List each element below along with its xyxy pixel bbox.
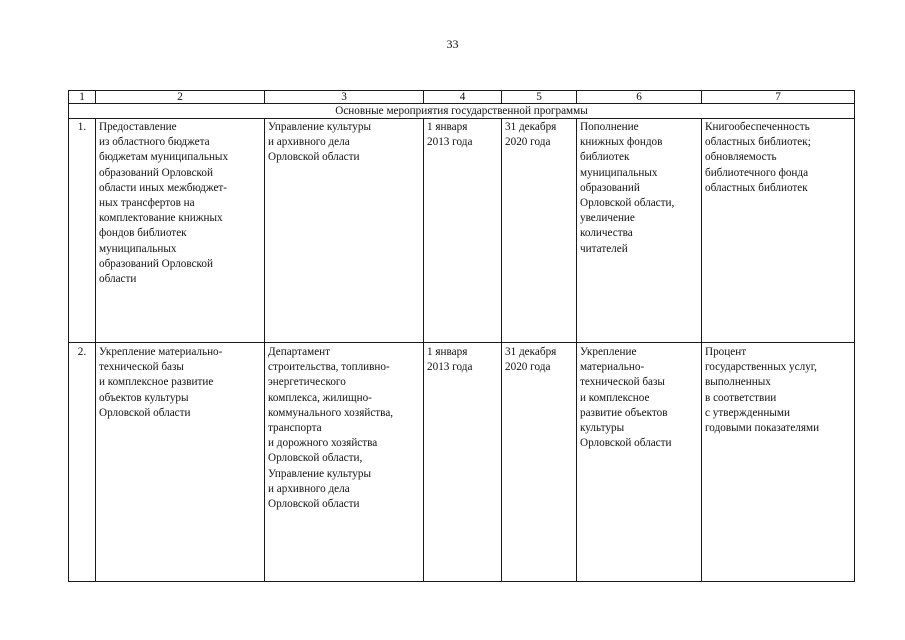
- section-row: [69, 104, 855, 119]
- column-number-row: [69, 91, 855, 104]
- start-date-cell: 1 января 2013 года: [424, 119, 502, 343]
- column-number-header: 7: [702, 91, 855, 104]
- executor-cell: Управление культуры и архивного дела Орловской области: [265, 119, 424, 343]
- executor-cell: Департамент строительства, топливно- энергетического комплекса, жилищно- коммунального хозяйства, транспорта и дорожного хозяйства Орловской области, Управление культуры и архивного дела Орловской области: [265, 343, 424, 582]
- row-number: 1.: [69, 119, 96, 343]
- column-number-header: 3: [265, 91, 424, 104]
- end-date-cell: 31 декабря 2020 года: [502, 343, 577, 582]
- column-number-header: 5: [502, 91, 577, 104]
- column-number-header: 6: [577, 91, 702, 104]
- activity-cell: Предоставление из областного бюджета бюджетам муниципальных образований Орловской области иных межбюджет- ных трансфертов на комплектование книжных фондов библиотек муниципальных образований Орловской области: [96, 119, 265, 343]
- row-number: 2.: [69, 343, 96, 582]
- column-number-header: 4: [424, 91, 502, 104]
- result-cell: Укрепление материально- технической базы и комплексное развитие объектов культуры Орловской области: [577, 343, 702, 582]
- column-number-header: 1: [69, 91, 96, 104]
- indicator-cell: Книгообеспеченность областных библиотек; обновляемость библиотечного фонда областных библиотек: [702, 119, 855, 343]
- result-cell: Пополнение книжных фондов библиотек муниципальных образований Орловской области, увеличение количества читателей: [577, 119, 702, 343]
- program-activities-table: [68, 90, 855, 582]
- table-row: [69, 119, 855, 343]
- section-title: Основные мероприятия государственной программы: [69, 104, 855, 119]
- end-date-cell: 31 декабря 2020 года: [502, 119, 577, 343]
- start-date-cell: 1 января 2013 года: [424, 343, 502, 582]
- page-number: 33: [446, 37, 459, 51]
- column-number-header: 2: [96, 91, 265, 104]
- table-row: [69, 343, 855, 582]
- indicator-cell: Процент государственных услуг, выполненных в соответствии с утвержденными годовыми показателями: [702, 343, 855, 582]
- activity-cell: Укрепление материально- технической базы и комплексное развитие объектов культуры Орловской области: [96, 343, 265, 582]
